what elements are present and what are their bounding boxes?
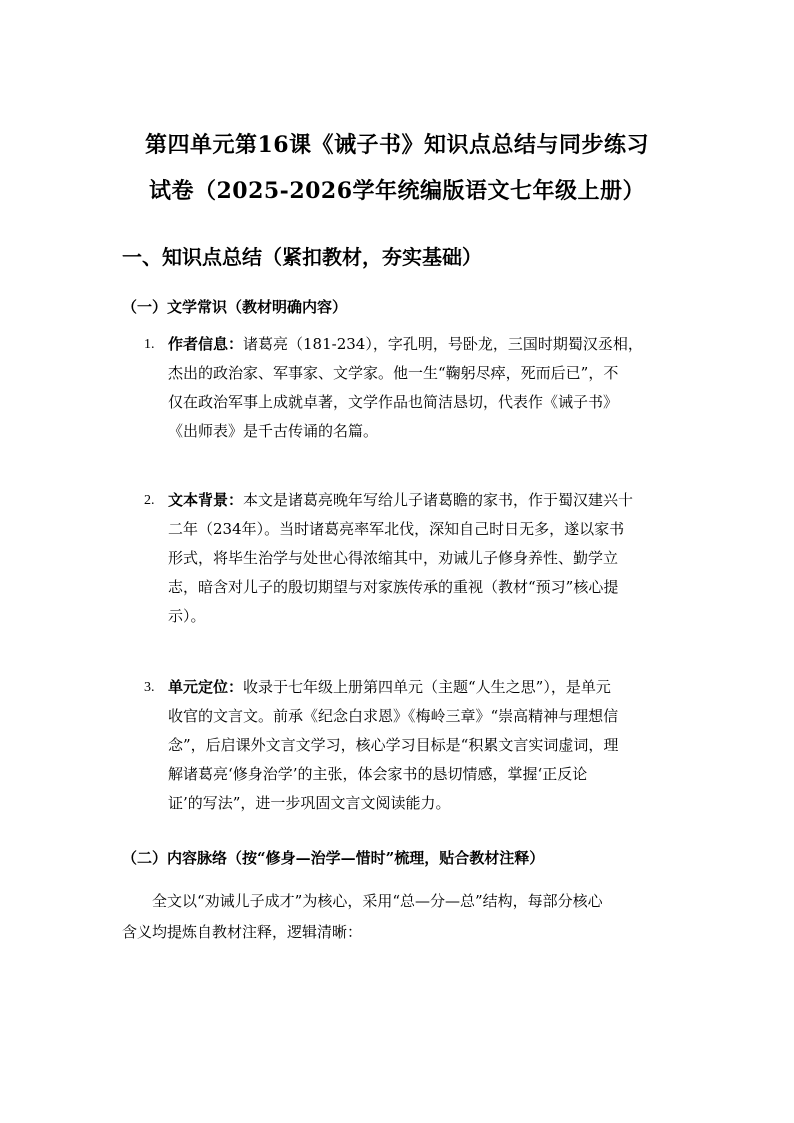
list-item-text: 收录于七年级上册第四单元（主题“人生之思”），是单元 bbox=[243, 678, 611, 696]
list-item-number: 2. bbox=[144, 493, 155, 508]
body-paragraph bbox=[122, 886, 674, 948]
list-item-lead: 单元定位： bbox=[168, 678, 244, 696]
paragraph-line: 含义均提炼自教材注释，逻辑清晰： bbox=[122, 923, 363, 941]
list-item-line: 念”，后启课外文言文学习，核心学习目标是“积累文言实词虚词，理 bbox=[168, 736, 619, 754]
list-item-line: 示）。 bbox=[168, 607, 206, 625]
list-item-line: 志，暗含对儿子的殷切期望与对家族传承的重视（教材“预习”核心提 bbox=[168, 578, 619, 596]
list-item-line: 解诸葛亮‘修身治学’的主张，体会家书的恳切情感，掌握‘正反论 bbox=[168, 765, 588, 783]
document-title-line-2: 试卷（2025-2026学年统编版语文七年级上册） bbox=[148, 178, 646, 204]
list-item-number: 1. bbox=[144, 337, 155, 352]
list-item-unit-position bbox=[144, 673, 674, 818]
paragraph-line: 全文以“劝诫儿子成才”为核心，采用“总—分—总”结构，每部分核心 bbox=[152, 892, 603, 910]
list-item-author-info bbox=[144, 330, 674, 446]
list-item-text: 诸葛亮（181-234），字孔明，号卧龙，三国时期蜀汉丞相， bbox=[243, 335, 643, 353]
document-title-line-1: 第四单元第16课《诫子书》知识点总结与同步练习 bbox=[144, 132, 650, 158]
list-item-line: 仅在政治军事上成就卓著，文学作品也简洁恳切，代表作《诫子书》 bbox=[168, 393, 619, 411]
list-item-line bbox=[168, 673, 674, 702]
list-item-line: 形式，将毕生治学与处世心得浓缩其中，劝诫儿子修身养性、勤学立 bbox=[168, 549, 619, 567]
subsection-heading-literary-knowledge: （一）文学常识（教材明确内容） bbox=[122, 298, 348, 316]
list-item-line: 二年（234年）。当时诸葛亮率军北伐，深知自己时日无多，遂以家书 bbox=[168, 520, 625, 538]
list-item-lead: 作者信息： bbox=[168, 335, 244, 353]
subsection-heading-content-structure: （二）内容脉络（按“修身—治学—惜时”梳理，贴合教材注释） bbox=[122, 849, 545, 867]
list-item-line: 收官的文言文。前承《纪念白求恩》《梅岭三章》“崇高精神与理想信 bbox=[168, 707, 619, 725]
list-item-text: 本文是诸葛亮晚年写给儿子诸葛瞻的家书，作于蜀汉建兴十 bbox=[243, 491, 634, 509]
list-item-line: 杰出的政治家、军事家、文学家。他一生“鞠躬尽瘁，死而后已”，不 bbox=[168, 364, 619, 382]
list-item-line: 证’的写法”，进一步巩固文言文阅读能力。 bbox=[168, 794, 451, 812]
list-item-line bbox=[168, 330, 674, 359]
list-item-text-background bbox=[144, 486, 674, 631]
section-heading-knowledge-summary: 一、知识点总结（紧扣教材，夯实基础） bbox=[122, 245, 482, 269]
list-item-number: 3. bbox=[144, 680, 155, 695]
list-item-line: 《出师表》是千古传诵的名篇。 bbox=[168, 422, 379, 440]
list-item-line bbox=[168, 486, 674, 515]
list-item-lead: 文本背景： bbox=[168, 491, 244, 509]
